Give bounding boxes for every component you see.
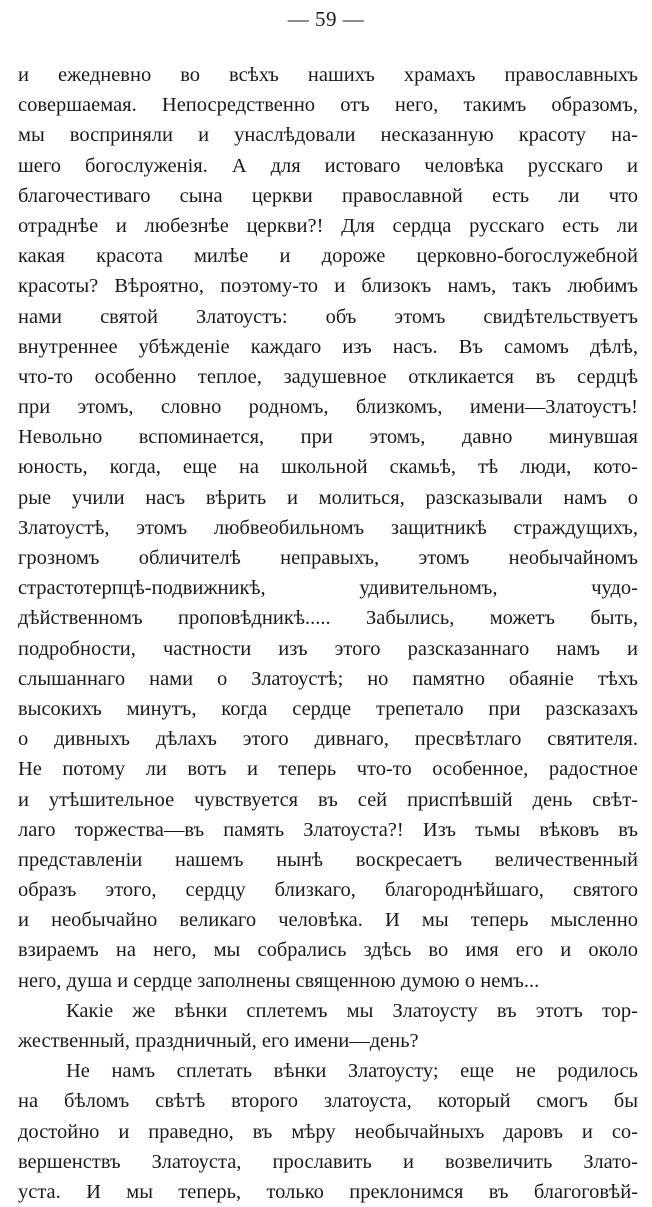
text-line: Златоустѣ, этомъ любвеобильномъ защитникѣ страждущихъ, <box>18 516 638 539</box>
page-number: — 59 — <box>287 7 365 31</box>
text-line: вершенствъ Златоуста, прославить и возвеличить Злато- <box>18 1150 638 1173</box>
text-line: что-то особенно теплое, задушевное откликается въ сердцѣ <box>18 365 638 388</box>
text-line: мы восприняли и унаслѣдовали несказанную красоту на- <box>18 124 638 147</box>
text-line: достойно и праведно, въ мѣру необычайныхъ даровъ и со- <box>18 1120 638 1143</box>
text-line: внутреннее убѣжденіе каждаго изъ насъ. Въ самомъ дѣлѣ, <box>18 335 638 358</box>
text-line: шего богослуженія. А для истоваго человѣка русскаго и <box>18 154 638 177</box>
paragraph-first-line: Не намъ сплетать вѣнки Златоусту; еще не родилось <box>66 1060 638 1083</box>
text-line: юность, когда, еще на школьной скамьѣ, тѣ люди, кото- <box>18 456 638 479</box>
text-line: красоты? Вѣроятно, поэтому-то и близокъ намъ, такъ любимъ <box>18 275 638 298</box>
text-line: Не потому ли вотъ и теперь что-то особенное, радостное <box>18 758 638 781</box>
text-line: дѣйственномъ проповѣдникѣ..... Забылись, можетъ быть, <box>18 607 638 630</box>
text-line: и утѣшительное чувствуется въ сей приспѣвшій день свѣт- <box>18 788 638 811</box>
text-line: нами святой Златоустъ: объ этомъ свидѣтельствуетъ <box>18 305 638 328</box>
body-text <box>18 60 638 1207</box>
text-line: жественный, праздничный, его имени—день? <box>18 1030 419 1052</box>
text-line: уста. И мы теперь, только преклонимся въ благоговѣй- <box>18 1180 638 1203</box>
text-line: взираемъ на него, мы собрались здѣсь во имя его и около <box>18 939 638 962</box>
text-line: высокихъ минутъ, когда сердце трепетало при разсказахъ <box>18 697 638 720</box>
text-line: представленіи нашемъ нынѣ воскресаетъ величественный <box>18 848 638 871</box>
text-line: и необычайно великаго человѣка. И мы теперь мысленно <box>18 909 638 932</box>
text-line: отраднѣе и любезнѣе церкви?! Для сердца русскаго есть ли <box>18 214 638 237</box>
text-line: лаго торжества—въ память Златоуста?! Изъ тьмы вѣковъ въ <box>18 818 638 841</box>
text-line: и ежедневно во всѣхъ нашихъ храмахъ православныхъ <box>18 64 638 86</box>
text-line: рые учили насъ вѣрить и молиться, разсказывали намъ о <box>18 486 638 509</box>
text-line: при этомъ, словно родномъ, близкомъ, имени—Златоустъ! <box>18 396 638 419</box>
text-line: совершаемая. Непосредственно отъ него, такимъ образомъ, <box>18 94 638 117</box>
text-line: грозномъ обличителѣ неправыхъ, этомъ необычайномъ <box>18 547 638 569</box>
text-line: благочестиваго сына церкви православной есть ли что <box>18 184 638 207</box>
paragraph-first-line: Какіе же вѣнки сплетемъ мы Златоусту въ этотъ тор- <box>66 999 638 1022</box>
text-line: Невольно вспоминается, при этомъ, давно минувшая <box>18 426 638 449</box>
text-line: страстотерпцѣ-подвижникѣ, удивительномъ, чудо- <box>18 577 638 600</box>
text-line: на бѣломъ свѣтѣ второго златоуста, который смогъ бы <box>18 1090 638 1113</box>
text-line: слышаннаго нами о Златоустѣ; но памятно обаяніе тѣхъ <box>18 667 638 690</box>
text-line: образъ этого, сердцу близкаго, благороднѣйшаго, святого <box>18 879 638 902</box>
text-line: подробности, частности изъ этого разсказаннаго намъ и <box>18 637 638 660</box>
text-line: него, душа и сердце заполнены священною думою о немъ... <box>18 969 540 992</box>
text-line: о дивныхъ дѣлахъ этого дивнаго, пресвѣтлаго святителя. <box>18 728 638 751</box>
text-line: какая красота милѣе и дороже церковно-богослужебной <box>18 245 638 268</box>
